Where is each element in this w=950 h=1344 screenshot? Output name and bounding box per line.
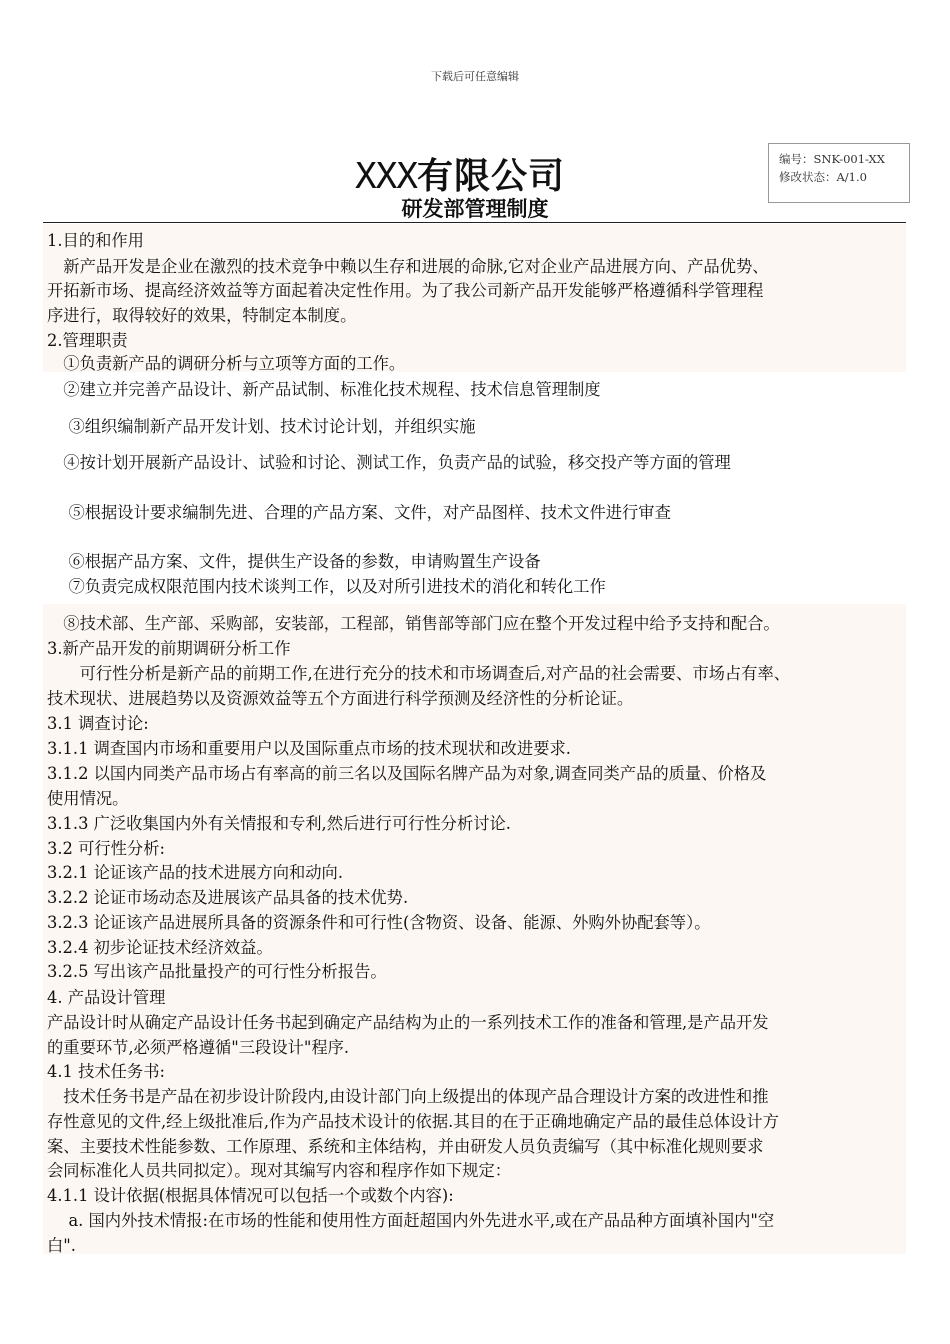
paragraph-line: 使用情况。 <box>47 789 129 808</box>
paragraph-line: 白". <box>47 1236 76 1255</box>
paragraph-line: 新产品开发是企业在激烈的技术竞争中赖以生存和进展的命脉,它对企业产品进展方向、产品优势、 <box>47 257 769 276</box>
paragraph-line: a. 国内外技术情报:在市场的性能和使用性方面赶超国内外先进水平,或在产品品种方面填补国内"空 <box>47 1211 775 1230</box>
paragraph-line: 3.2.4 初步论证技术经济效益。 <box>47 938 273 957</box>
paragraph-line: 开拓新市场、提高经济效益等方面起着决定性作用。为了我公司新产品开发能够严格遵循科学管理程 <box>47 281 764 300</box>
list-item: ③组织编制新产品开发计划、技术讨论计划，并组织实施 <box>47 417 476 436</box>
paragraph-line: 3.1.2 以国内同类产品市场占有率高的前三名以及国际名牌产品为对象,调查同类产品的质量、价格及 <box>47 764 767 783</box>
paragraph-line: 产品设计时从确定产品设计任务书起到确定产品结构为止的一系列技术工作的准备和管理,是产品开发 <box>47 1013 769 1032</box>
paragraph-line: 案、主要技术性能参数、工作原理、系统和主体结构，并由研发人员负责编写（其中标准化规则要求 <box>47 1137 764 1156</box>
paragraph-line: 3.2.3 论证该产品进展所具备的资源条件和可行性(含物资、设备、能源、外购外协配套等）。 <box>47 913 711 932</box>
paragraph-line: 序进行，取得较好的效果，特制定本制度。 <box>47 306 357 325</box>
paragraph-line: 技术任务书是产品在初步设计阶段内,由设计部门向上级提出的体现产品合理设计方案的改进性和推 <box>47 1087 769 1106</box>
paragraph-line: 3.2.1 论证该产品的技术进展方向和动向. <box>47 863 343 882</box>
paragraph-line: 3.2.2 论证市场动态及进展该产品具备的技术优势. <box>47 888 409 907</box>
list-item: ⑥根据产品方案、文件，提供生产设备的参数，申请购置生产设备 <box>47 552 541 571</box>
paragraph-line: 会同标准化人员共同拟定）。现对其编写内容和程序作如下规定： <box>47 1161 512 1180</box>
doc-revision: 修改状态：A/1.0 <box>779 170 867 184</box>
list-item: ④按计划开展新产品设计、试验和讨论、测试工作，负责产品的试验，移交投产等方面的管理 <box>47 453 731 472</box>
doc-info-box <box>768 143 910 203</box>
paragraph-line: 的重要环节,必须严格遵循"三段设计"程序. <box>47 1038 350 1057</box>
title-rule <box>43 222 906 223</box>
list-item: ⑧技术部、生产部、采购部，安装部，工程部，销售部等部门应在整个开发过程中给予支持和配合。 <box>47 614 780 633</box>
section-heading: 1.目的和作用 <box>47 231 144 250</box>
section-heading: 3.新产品开发的前期调研分析工作 <box>47 639 291 658</box>
list-item: ⑦负责完成权限范围内技术谈判工作，以及对所引进技术的消化和转化工作 <box>47 577 606 596</box>
company-prefix: XXX <box>354 156 417 197</box>
paragraph-line: 可行性分析是新产品的前期工作,在进行充分的技术和市场调查后,对产品的社会需要、市场占有率、 <box>47 664 791 683</box>
subsection-heading: 3.1 调查讨论: <box>47 714 149 733</box>
paragraph-line: 存性意见的文件,经上级批准后,作为产品技术设计的依据.其目的在于正确地确定产品的最佳总体设计方 <box>47 1112 779 1131</box>
paragraph-line: 3.2.5 写出该产品批量投产的可行性分析报告。 <box>47 962 387 981</box>
section-heading: 2.管理职责 <box>47 331 128 350</box>
subsection-heading: 4.1 技术任务书: <box>47 1062 165 1081</box>
doc-number: 编号：SNK-001-XX <box>779 152 885 166</box>
list-item: ①负责新产品的调研分析与立项等方面的工作。 <box>47 354 406 373</box>
section-heading: 4. 产品设计管理 <box>47 988 166 1007</box>
paragraph-line: 3.1.1 调查国内市场和重要用户以及国际重点市场的技术现状和改进要求. <box>47 739 571 758</box>
list-item: ⑤根据设计要求编制先进、合理的产品方案、文件，对产品图样、技术文件进行审查 <box>47 503 671 522</box>
paragraph-line: 4.1.1 设计依据(根据具体情况可以包括一个或数个内容): <box>47 1186 454 1205</box>
subsection-heading: 3.2 可行性分析: <box>47 839 165 858</box>
doc-title: 研发部管理制度 <box>401 197 549 221</box>
header-note: 下载后可任意编辑 <box>431 70 519 83</box>
company-suffix: 有限公司 <box>417 156 566 197</box>
paragraph-line: 技术现状、进展趋势以及资源效益等五个方面进行科学预测及经济性的分析论证。 <box>47 689 634 708</box>
paragraph-line: 3.1.3 广泛收集国内外有关情报和专利,然后进行可行性分析讨论. <box>47 814 511 833</box>
list-item: ②建立并完善产品设计、新产品试制、标准化技术规程、技术信息管理制度 <box>47 380 601 399</box>
